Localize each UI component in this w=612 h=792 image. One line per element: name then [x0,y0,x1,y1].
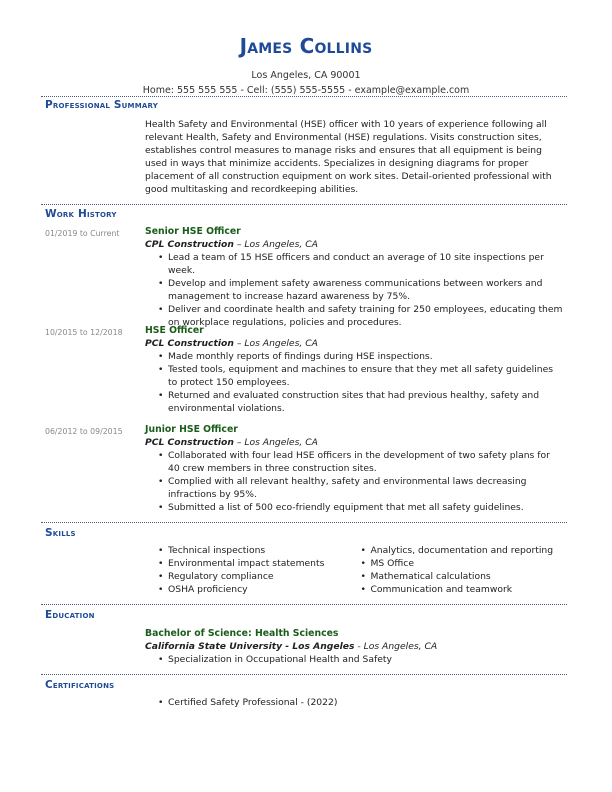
section-divider [41,204,567,205]
section-divider [41,674,567,675]
candidate-name-text: James Collins [239,34,373,58]
job-bullets [158,350,563,415]
list-item: • Environmental impact statements [158,557,361,570]
job-entry [145,225,563,330]
certifications-heading: Certifications [45,679,115,691]
company-location: – Los Angeles, CA [233,338,318,349]
job-company [145,436,563,449]
list-item: • Mathematical calculations [361,570,564,583]
summary-text: Health Safety and Environmental (HSE) officer with 10 years of experience following all relevant Health, Safety and Environmental (HSE) regulations. Visits construction sites, establishes control measures to manage risks and ensures that all equipment is being used in ways that minimize accidents. Specializes in designing diagrams for proper placement of all construction equipment on work sites. Detail-oriented professional with good multitasking and recordkeeping abilities. [145,119,552,196]
list-item: • Made monthly reports of findings during HSE inspections. [158,350,563,363]
skills-column-right [361,544,564,596]
list-item: • Deliver and coordinate health and safety training for 250 employees, educating them on workplace regulations, policies and procedures. [158,303,563,329]
job-title: HSE Officer [145,325,204,336]
job-title: Senior HSE Officer [145,226,241,237]
company-name: PCL Construction [145,338,234,349]
list-item: • Specialization in Occupational Health and Safety [158,653,563,666]
list-item: • Analytics, documentation and reporting [361,544,564,557]
list-item: • Technical inspections [158,544,361,557]
section-divider [41,522,567,523]
skills-heading: Skills [45,527,76,539]
education-entry [145,627,563,666]
list-item: • Lead a team of 15 HSE officers and conduct an average of 10 site inspections per week. [158,251,563,277]
job-dates: 06/2012 to 09/2015 [45,427,123,436]
list-item: • Tested tools, equipment and machines to ensure that they met all safety guidelines to protect 150 employees. [158,363,563,389]
section-divider [41,96,567,97]
skills-column-left [158,544,361,596]
education-school [145,640,563,653]
list-item: • Complied with all relevant healthy, safety and environmental laws decreasing infractions by 95%. [158,475,563,501]
summary-heading: Professional Summary [45,99,158,111]
skills-list [145,544,563,596]
contact-phones-email: Home: 555 555 555 - Cell: (555) 555-5555 - example@example.com [142,85,470,96]
company-location: – Los Angeles, CA [233,437,318,448]
list-item: • Certified Safety Professional - (2022) [158,696,563,709]
list-item: • Communication and teamwork [361,583,564,596]
education-heading: Education [45,609,95,621]
list-item: • Regulatory compliance [158,570,361,583]
company-name: CPL Construction [145,239,234,250]
job-dates: 01/2019 to Current [45,229,120,238]
list-item: • Collaborated with four lead HSE officers in the development of two safety plans for 40 crew members in three construction sites. [158,449,563,475]
list-item: • Returned and evaluated construction sites that had previous healthy, safety and environmental violations. [158,389,563,415]
company-location: – Los Angeles, CA [233,239,318,250]
section-divider [41,604,567,605]
job-bullets [158,449,563,514]
certifications-bullets [158,696,563,709]
job-bullets [158,251,563,330]
company-name: PCL Construction [145,437,234,448]
list-item: • OSHA proficiency [158,583,361,596]
certifications-list [145,696,563,709]
candidate-name [0,34,612,58]
job-title: Junior HSE Officer [145,424,238,435]
education-bullets [158,653,563,666]
school-location: - Los Angeles, CA [354,641,438,652]
job-entry [145,324,563,415]
job-dates: 10/2015 to 12/2018 [45,328,123,337]
job-company [145,337,563,350]
work-history-section [41,204,567,522]
skills-section [41,522,567,604]
school-name: California State University - Los Angeles [145,641,355,652]
contact-address: Los Angeles, CA 90001 [251,70,361,81]
resume-header [0,34,612,98]
education-section [41,604,567,674]
job-entry [145,423,563,514]
education-degree: Bachelor of Science: Health Sciences [145,628,339,639]
list-item: • Submitted a list of 500 eco-friendly equipment that met all safety guidelines. [158,501,563,514]
work-history-heading: Work History [45,208,117,220]
list-item: • Develop and implement safety awareness communications between workers and management to increase hazard awareness by 75%. [158,277,563,303]
summary-section [41,96,567,202]
list-item: • MS Office [361,557,564,570]
job-company [145,238,563,251]
certifications-section [41,674,567,724]
